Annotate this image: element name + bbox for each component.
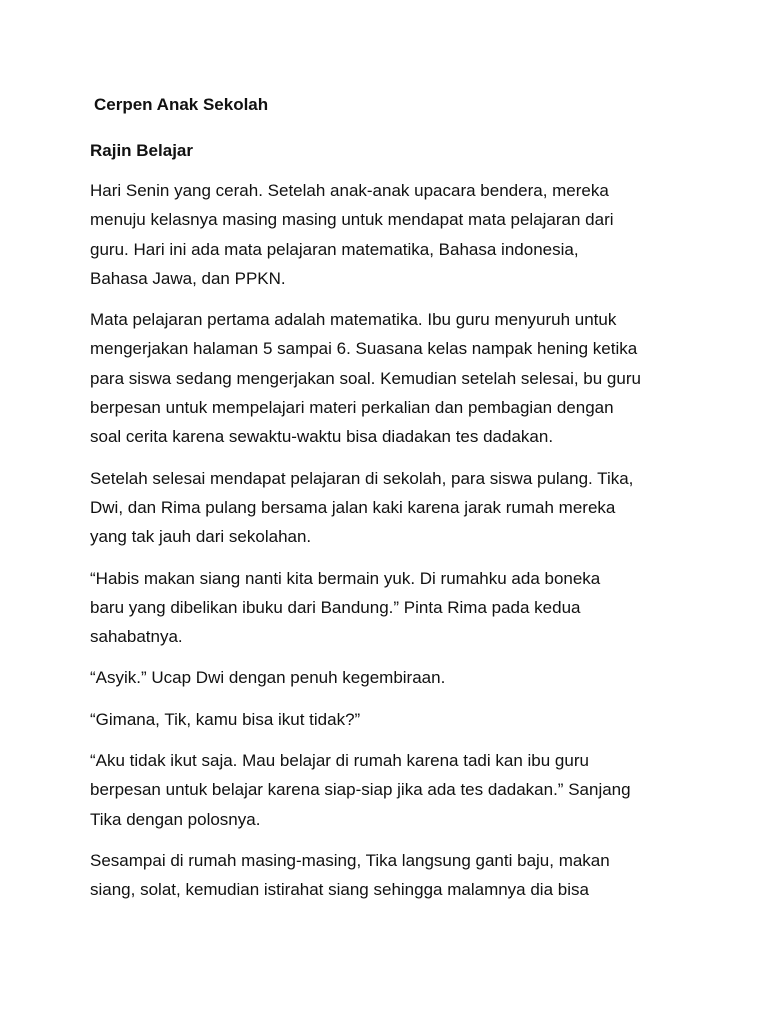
paragraph-7: “Aku tidak ikut saja. Mau belajar di rumah karena tadi kan ibu guru berpesan untuk belajar karena siap-siap jika ada tes dadakan.” Sanjang Tika dengan polosnya. <box>90 751 631 829</box>
paragraph-3: Setelah selesai mendapat pelajaran di sekolah, para siswa pulang. Tika, Dwi, dan Rima pulang bersama jalan kaki karena jarak rumah mereka yang tak jauh dari sekolahan. <box>90 468 634 547</box>
paragraph-1: Hari Senin yang cerah. Setelah anak-anak upacara bendera, mereka menuju kelasnya masing masing untuk mendapat mata pelajaran dari guru. Hari ini ada mata pelajaran matematika, Bahasa indonesia, Bahasa Jawa, dan PPKN. <box>90 181 614 288</box>
paragraph-8: Sesampai di rumah masing-masing, Tika langsung ganti baju, makan siang, solat, kemudian istirahat siang sehingga malamnya dia bisa <box>90 850 610 900</box>
paragraph-6: “Gimana, Tik, kamu bisa ikut tidak?” <box>90 709 361 729</box>
document-subtitle: Rajin Belajar <box>90 141 193 160</box>
paragraph-2: Mata pelajaran pertama adalah matematika. Ibu guru menyuruh untuk mengerjakan halaman 5 sampai 6. Suasana kelas nampak hening ketika para siswa sedang mengerjakan soal. Kemudian setelah selesai, bu guru berpesan untuk mempelajari materi perkalian dan pembagian dengan soal cerita karena sewaktu-waktu bisa diadakan tes dadakan. <box>90 310 641 447</box>
paragraph-5: “Asyik.” Ucap Dwi dengan penuh kegembiraan. <box>90 668 446 688</box>
document-page <box>90 94 690 917</box>
paragraph-4: “Habis makan siang nanti kita bermain yuk. Di rumahku ada boneka baru yang dibelikan ibuku dari Bandung.” Pinta Rima pada kedua sahabatnya. <box>90 568 601 647</box>
document-title: Cerpen Anak Sekolah <box>94 95 269 114</box>
